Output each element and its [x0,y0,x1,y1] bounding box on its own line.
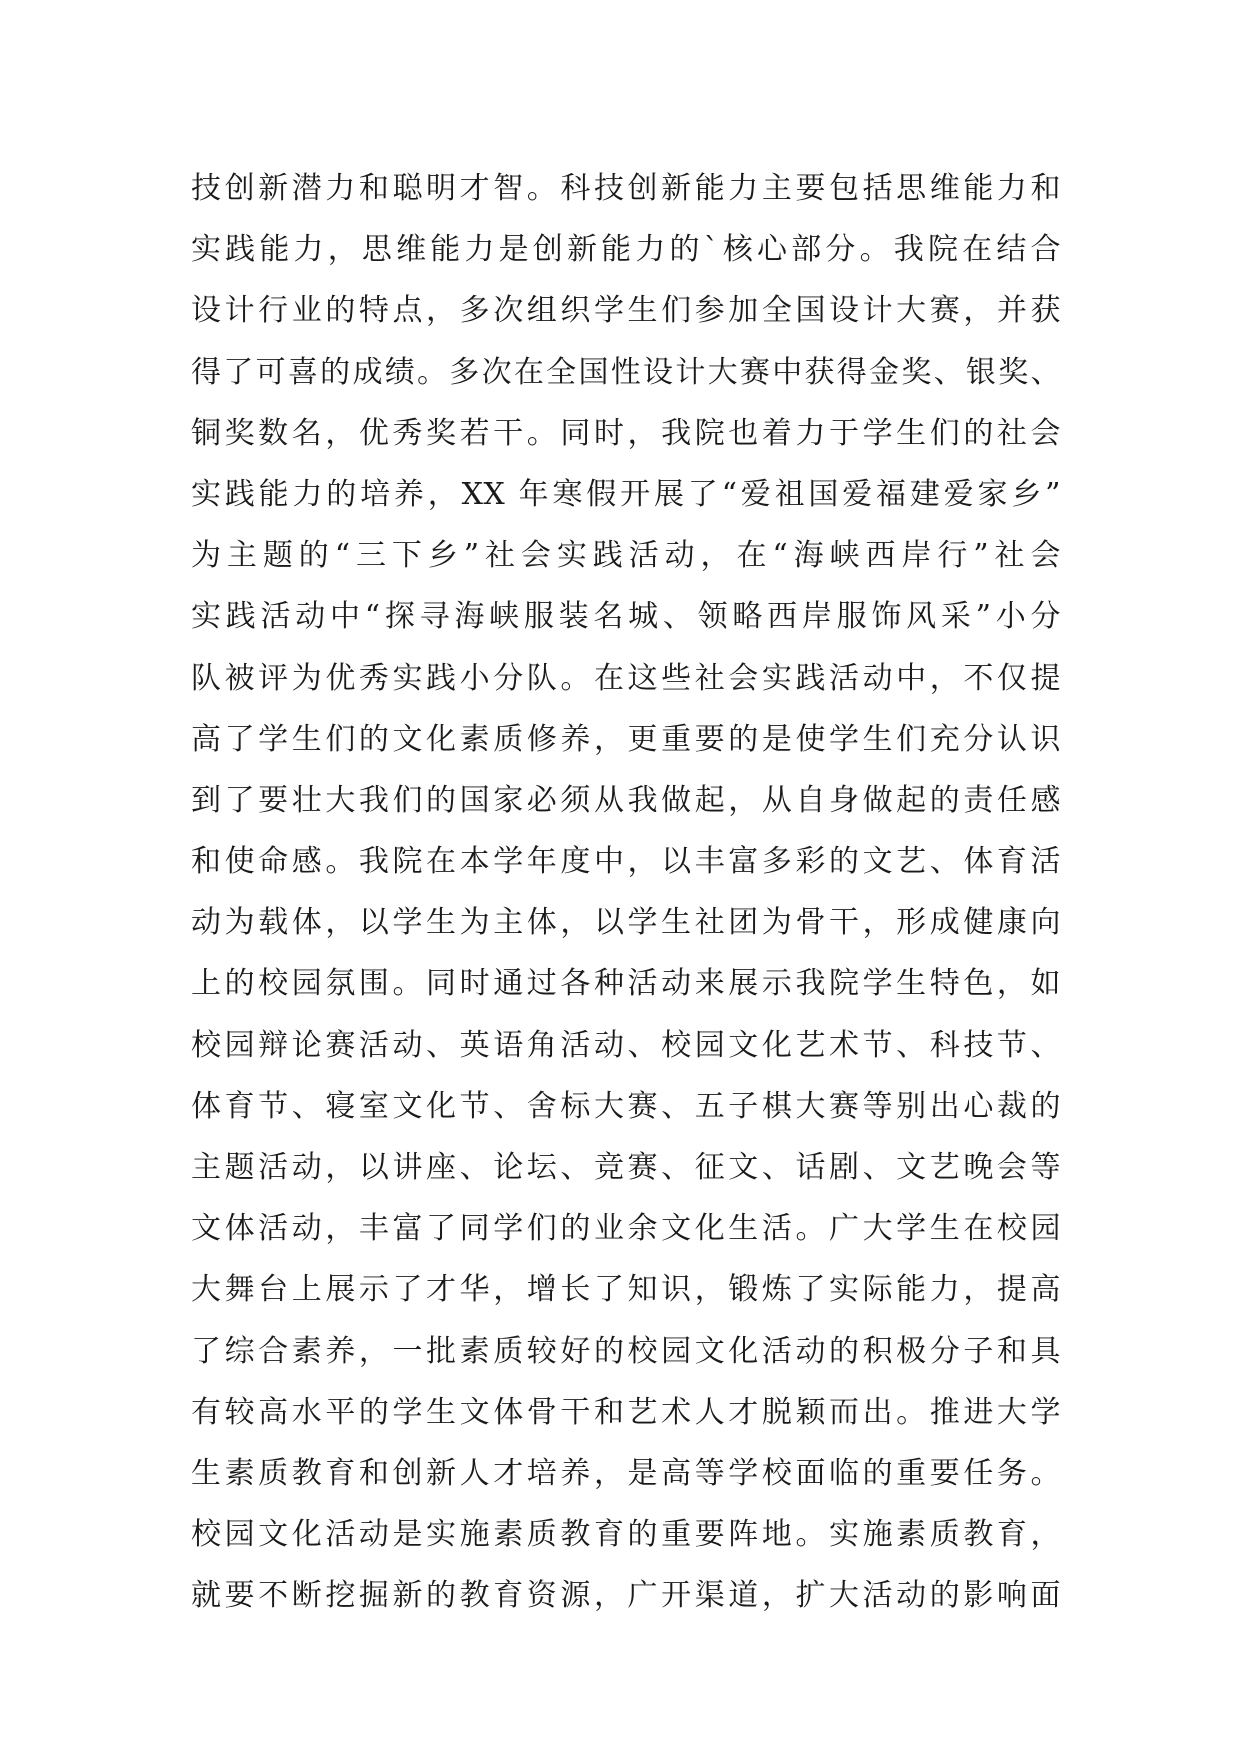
text-line: 主题活动，以讲座、论坛、竞赛、征文、话剧、文艺晚会等 [191,1150,1061,1185]
text-line: 队被评为优秀实践小分队。在这些社会实践活动中，不仅提 [191,660,1061,696]
text-line: 铜奖数名，优秀奖若干。同时，我院也着力于学生们的社会 [191,415,1061,451]
text-line: 技创新潜力和聪明才智。科技创新能力主要包括思维能力和 [191,171,1061,206]
text-line: 得了可喜的成绩。多次在全国性设计大赛中获得金奖、银奖、 [191,354,1061,390]
text-line: 为主题的“三下乡”社会实践活动，在“海峡西岸行”社会 [191,538,1061,574]
text-line: 校园辩论赛活动、英语角活动、校园文化艺术节、科技节、 [191,1027,1061,1063]
text-line: 实践能力，思维能力是创新能力的`核心部分。我院在结合 [191,232,1061,268]
text-line: 上的校园氛围。同时通过各种活动来展示我院学生特色，如 [191,966,1061,1002]
text-line: 校园文化活动是实施素质教育的重要阵地。实施素质教育， [191,1517,1061,1553]
text-line: 实践能力的培养，XX 年寒假开展了“爱祖国爱福建爱家乡” [191,476,1061,512]
text-line: 生素质教育和创新人才培养，是高等学校面临的重要任务。 [191,1455,1061,1491]
text-line: 文体活动，丰富了同学们的业余文化生活。广大学生在校园 [191,1211,1061,1247]
text-line: 了综合素养，一批素质较好的校园文化活动的积极分子和具 [191,1333,1061,1369]
body-text [191,158,1061,1627]
text-line: 有较高水平的学生文体骨干和艺术人才脱颖而出。推进大学 [191,1394,1061,1430]
text-line: 设计行业的特点，多次组织学生们参加全国设计大赛，并获 [191,293,1061,329]
text-line: 体育节、寝室文化节、舍标大赛、五子棋大赛等别出心裁的 [191,1088,1061,1124]
text-line: 动为载体，以学生为主体，以学生社团为骨干，形成健康向 [191,905,1061,941]
text-line: 到了要壮大我们的国家必须从我做起，从自身做起的责任感 [191,782,1061,818]
text-line: 高了学生们的文化素质修养，更重要的是使学生们充分认识 [191,721,1061,757]
text-line: 和使命感。我院在本学年度中，以丰富多彩的文艺、体育活 [191,844,1061,880]
text-line: 就要不断挖掘新的教育资源，广开渠道，扩大活动的影响面 [191,1578,1061,1614]
text-line: 实践活动中“探寻海峡服装名城、领略西岸服饰风采”小分 [191,599,1061,635]
text-line: 大舞台上展示了才华，增长了知识，锻炼了实际能力，提高 [191,1272,1061,1308]
